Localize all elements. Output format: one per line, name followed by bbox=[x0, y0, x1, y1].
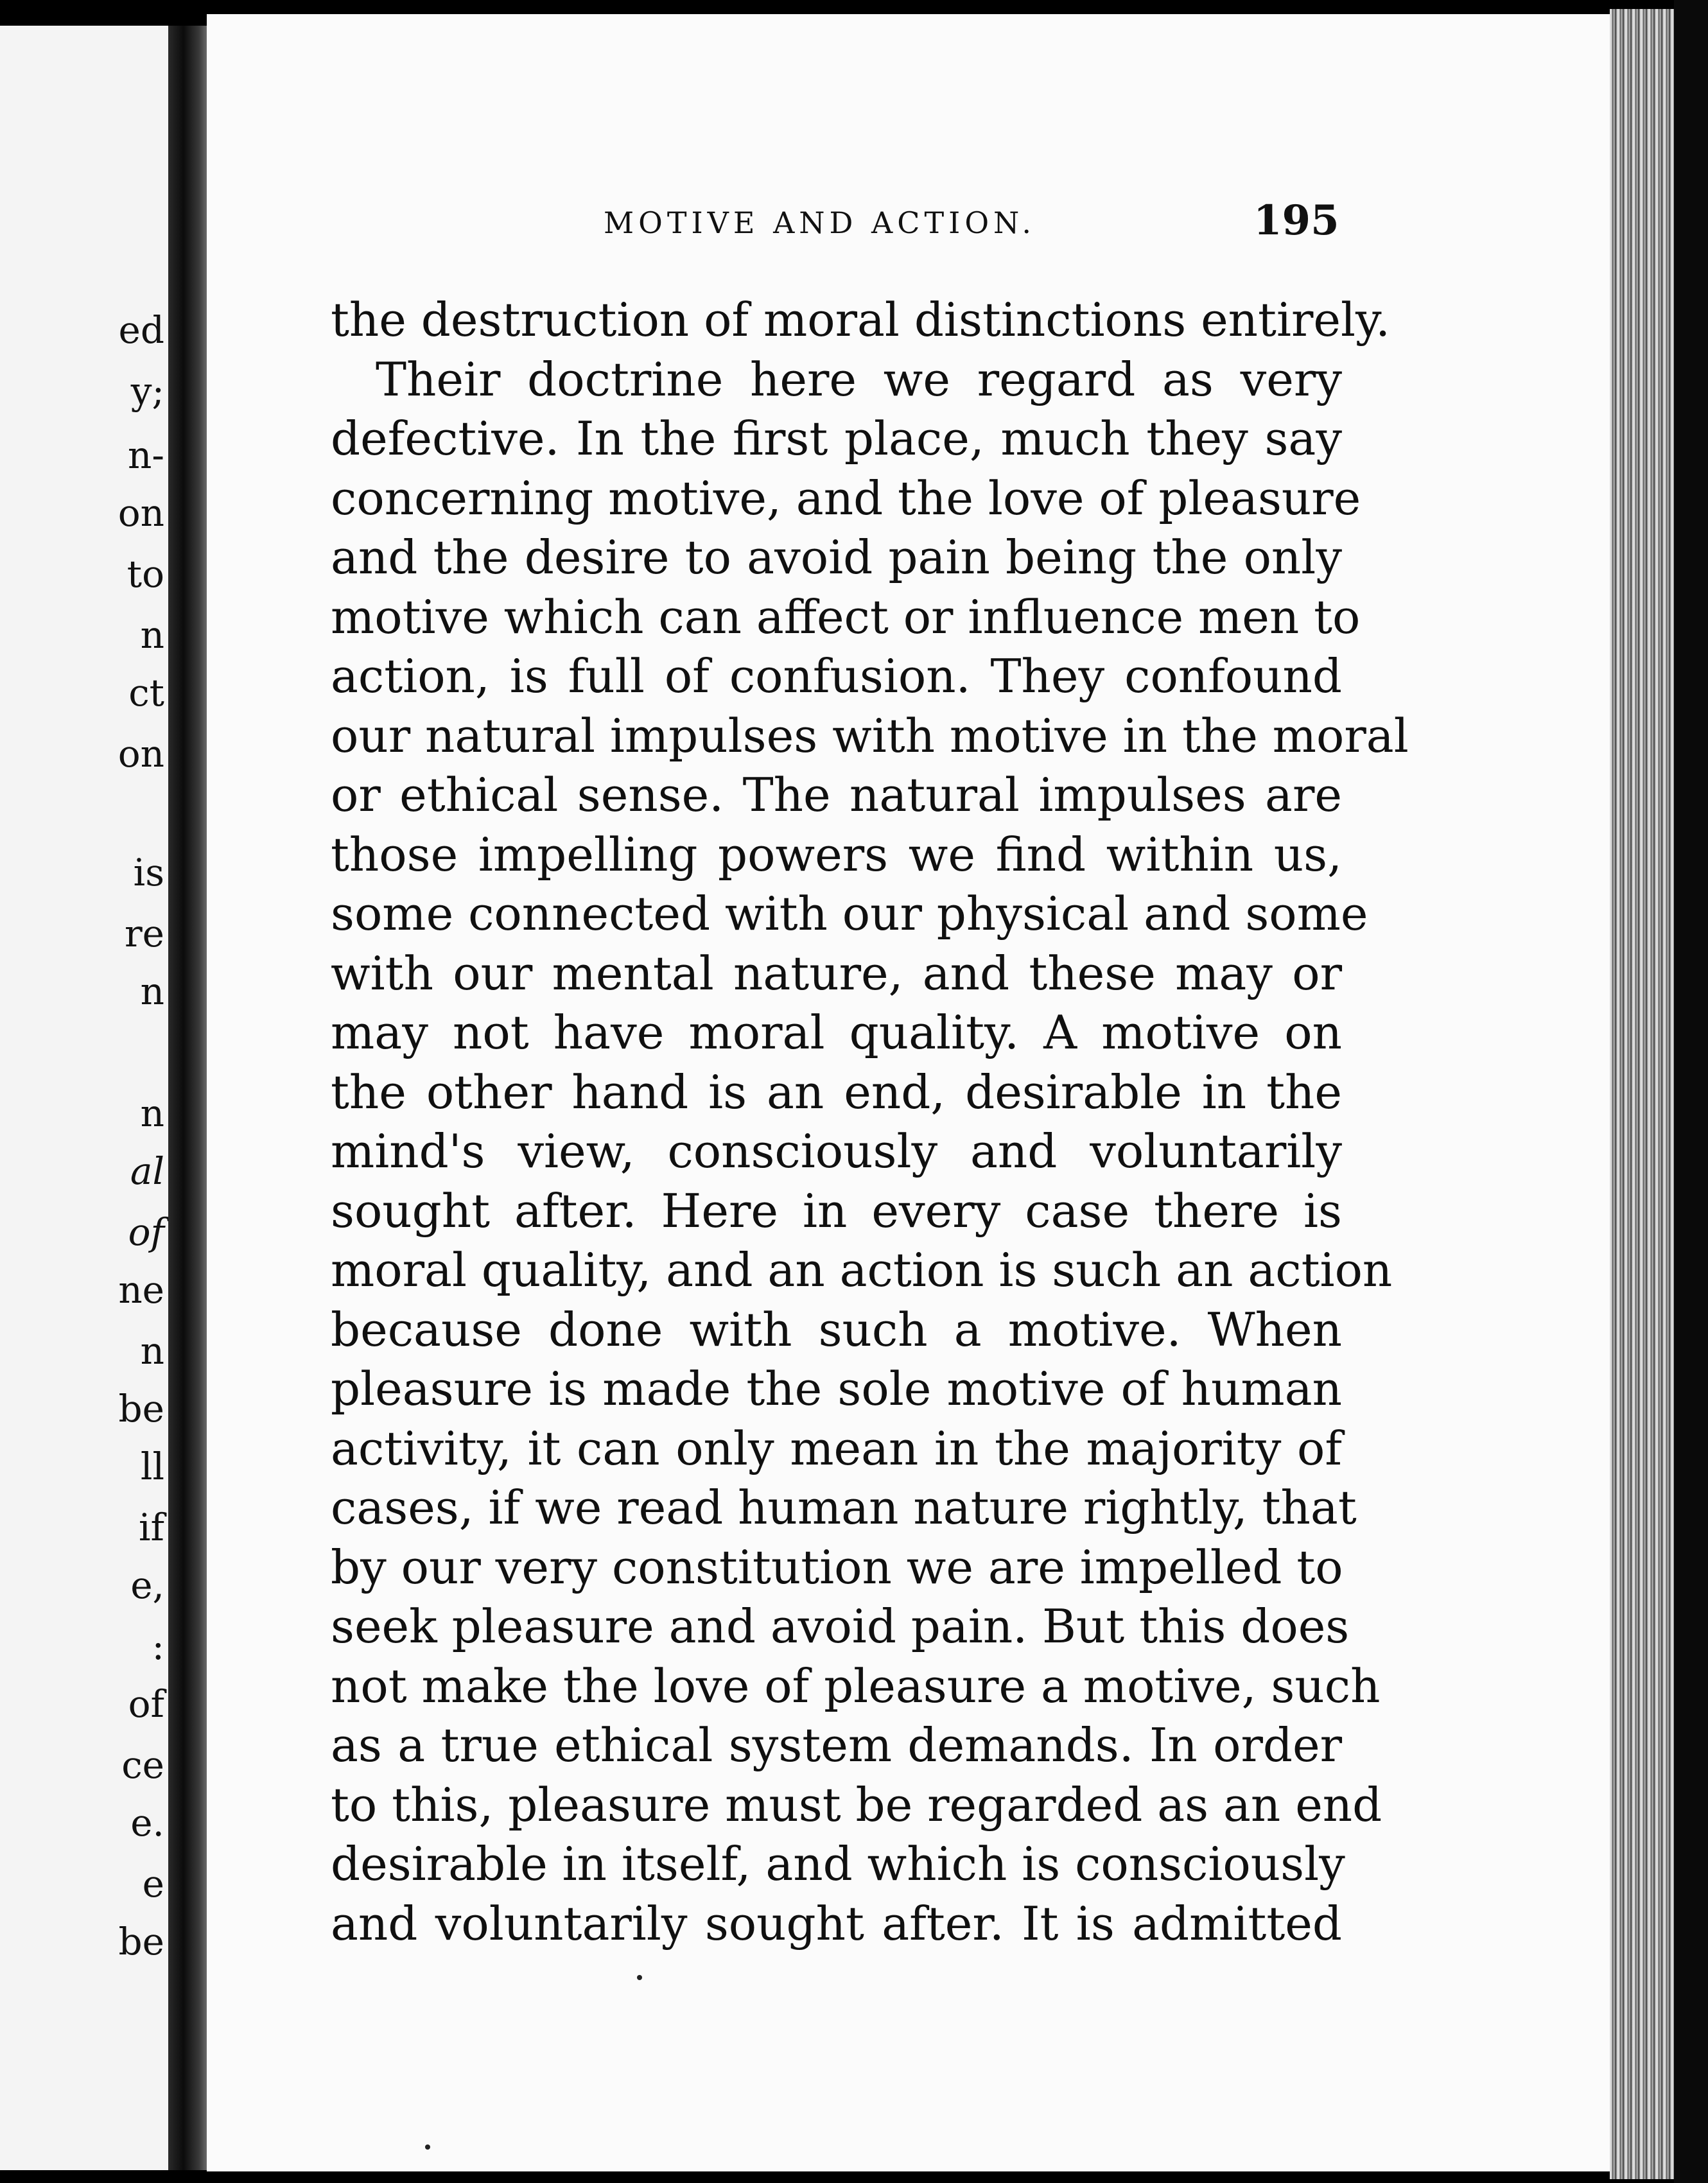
left-page-fragment: n bbox=[140, 970, 164, 1013]
left-page-fragment: e bbox=[142, 1862, 164, 1906]
book-gutter bbox=[168, 26, 207, 2170]
left-page-fragment: if bbox=[138, 1506, 164, 1549]
left-page bbox=[0, 26, 168, 2170]
text-line: desirable in itself, and which is consciously bbox=[331, 1837, 1345, 1891]
text-line: cases, if we read human nature rightly, that bbox=[331, 1481, 1357, 1535]
page-edges bbox=[1610, 9, 1674, 2179]
left-page-fragment: : bbox=[152, 1624, 164, 1668]
text-line: the other hand is an end, desirable in the bbox=[331, 1065, 1342, 1119]
left-page-fragment: n bbox=[140, 1092, 164, 1135]
text-line: sought after. Here in every case there is bbox=[331, 1183, 1342, 1238]
scan-border bbox=[1674, 0, 1708, 2183]
left-page-fragment: ct bbox=[128, 671, 164, 715]
text-line: mind's view, consciously and voluntarily bbox=[331, 1124, 1342, 1178]
left-page-fragment: y; bbox=[130, 369, 164, 413]
text-line: the destruction of moral distinctions entirely. bbox=[331, 293, 1391, 347]
text-line: defective. In the first place, much they say bbox=[331, 412, 1342, 465]
text-line: some connected with our physical and some bbox=[331, 887, 1368, 941]
text-line: as a true ethical system demands. In order bbox=[331, 1718, 1342, 1772]
text-line: motive which can affect or influence men to bbox=[331, 589, 1361, 644]
text-line: activity, it can only mean in the majority of bbox=[331, 1421, 1342, 1475]
text-line: because done with such a motive. When bbox=[331, 1302, 1342, 1357]
page-number: 195 bbox=[1253, 196, 1339, 245]
left-page-fragment: is bbox=[133, 851, 164, 894]
text-line: and the desire to avoid pain being the only bbox=[331, 530, 1342, 584]
left-page-fragment: on bbox=[118, 491, 164, 535]
text-line: moral quality, and an action is such an action bbox=[331, 1243, 1393, 1297]
left-page-fragment: be bbox=[118, 1920, 164, 1963]
text-line: our natural impulses with motive in the moral bbox=[331, 708, 1409, 763]
left-page-fragment: of bbox=[128, 1682, 164, 1726]
left-page-fragment: e. bbox=[130, 1801, 164, 1845]
text-line: seek pleasure and avoid pain. But this does bbox=[331, 1599, 1350, 1653]
left-page-fragment: re bbox=[124, 912, 164, 955]
left-page-fragment: n- bbox=[128, 433, 164, 477]
text-line: or ethical sense. The natural impulses are bbox=[331, 768, 1342, 822]
text-line: action, is full of confusion. They confound bbox=[331, 649, 1342, 703]
left-page-fragment: n bbox=[140, 613, 164, 657]
body-text bbox=[331, 290, 1409, 1953]
left-page-fragment: to bbox=[126, 552, 164, 596]
scan-speck bbox=[637, 1975, 642, 1980]
text-line: those impelling powers we find within us, bbox=[331, 827, 1342, 882]
scan-speck bbox=[425, 2144, 430, 2150]
left-page-fragment: e, bbox=[130, 1563, 164, 1607]
left-page-fragment: al bbox=[130, 1149, 164, 1193]
left-page-fragment: ll bbox=[140, 1445, 164, 1488]
left-page-fragment: be bbox=[118, 1387, 164, 1431]
left-page-fragment: n bbox=[140, 1329, 164, 1373]
text-line: to this, pleasure must be regarded as an end bbox=[331, 1777, 1382, 1832]
text-line: pleasure is made the sole motive of human bbox=[331, 1362, 1342, 1416]
text-line: by our very constitution we are impelled to bbox=[331, 1540, 1343, 1594]
left-page-fragment: of bbox=[128, 1210, 164, 1254]
left-page-fragment: on bbox=[118, 732, 164, 776]
left-page-fragment: ne bbox=[118, 1268, 164, 1312]
left-page-fragment: ed bbox=[118, 308, 164, 352]
left-page-fragment: ce bbox=[121, 1743, 164, 1787]
text-line: not make the love of pleasure a motive, such bbox=[331, 1658, 1381, 1713]
text-line: may not have moral quality. A motive on bbox=[331, 1005, 1342, 1059]
text-line: concerning motive, and the love of pleasure bbox=[331, 471, 1361, 525]
paragraph-first-line: Their doctrine here we regard as very bbox=[376, 352, 1342, 406]
running-head: MOTIVE AND ACTION. bbox=[604, 205, 1036, 240]
text-line: and voluntarily sought after. It is admitted bbox=[331, 1896, 1342, 1951]
text-line: with our mental nature, and these may or bbox=[331, 946, 1342, 1000]
